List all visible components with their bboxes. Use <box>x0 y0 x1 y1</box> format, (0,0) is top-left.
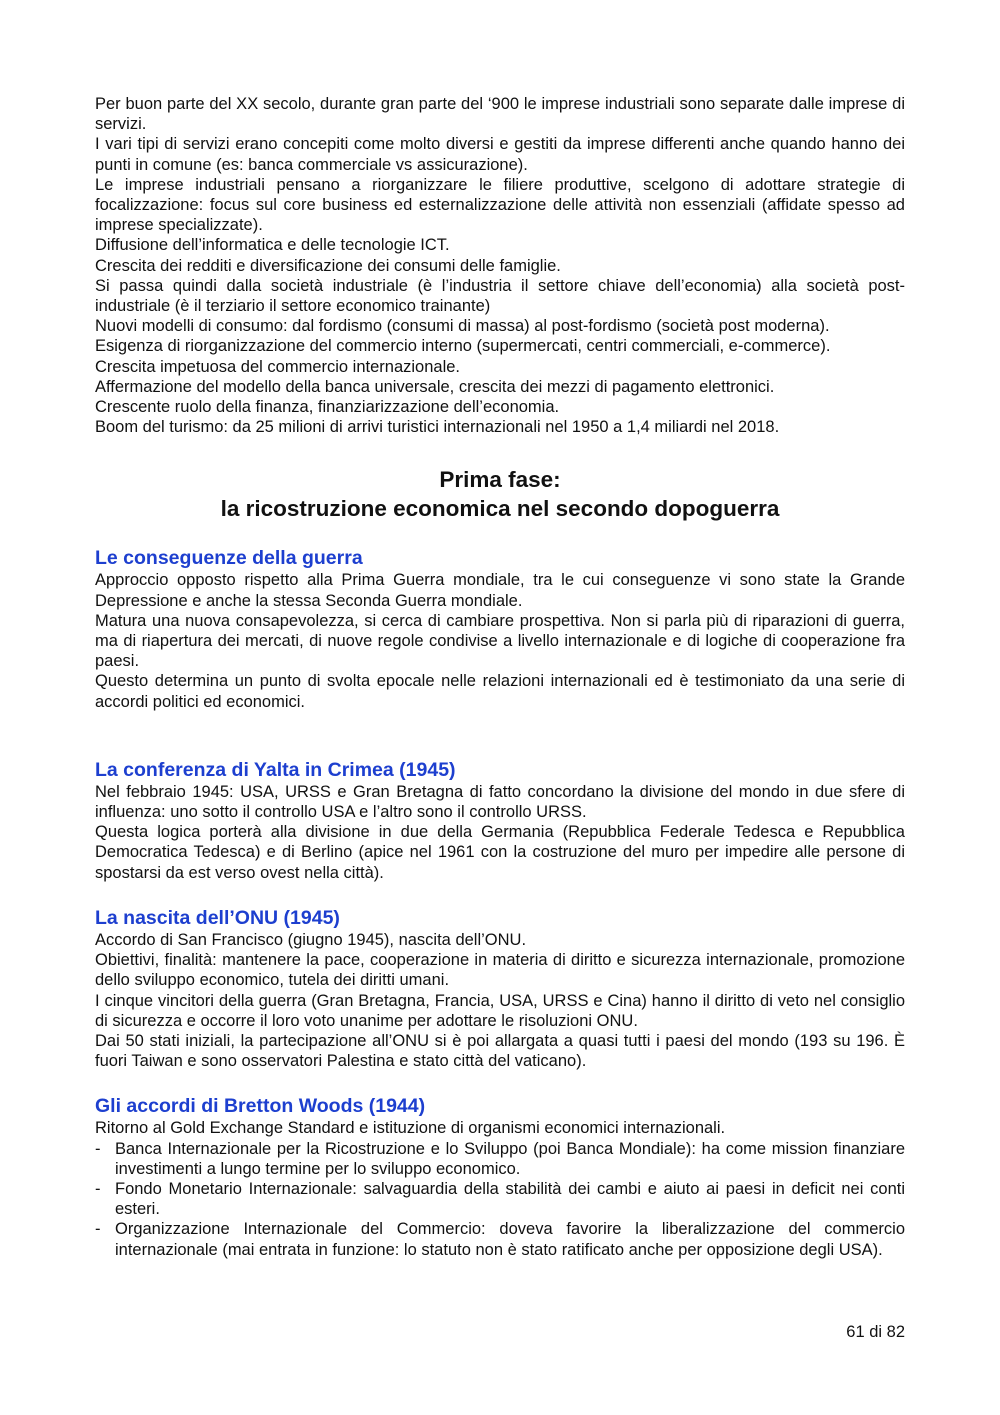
section-title: Le conseguenze della guerra <box>95 547 363 570</box>
list-item <box>95 1219 905 1259</box>
section-bretton-woods <box>95 1094 905 1259</box>
section-title: La nascita dell’ONU (1945) <box>95 906 340 929</box>
list-item-text: Organizzazione Internazionale del Commercio: doveva favorire la liberalizzazione del commercio internazionale (mai entrata in funzione: lo statuto non è stato ratificato anche per opposizione degli USA). <box>115 1220 905 1259</box>
intro-paragraph: Per buon parte del XX secolo, durante gran parte del ‘900 le imprese industriali sono separate dalle imprese di servizi. <box>95 95 905 134</box>
section-paragraph: Dai 50 stati iniziali, la partecipazione all’ONU si è poi allargata a quasi tutti i paesi del mondo (193 su 196. È fuori Taiwan e sono osservatori Palestina e stato città del vaticano). <box>95 1031 905 1071</box>
bullet-dash: - <box>95 1139 101 1158</box>
list-item <box>95 1139 905 1179</box>
list-item <box>95 1179 905 1219</box>
intro-paragraph: Affermazione del modello della banca universale, crescita dei mezzi di pagamento elettronici. <box>95 377 775 396</box>
intro-paragraph: Diffusione dell’informatica e delle tecnologie ICT. <box>95 236 450 255</box>
intro-block <box>95 94 905 437</box>
section-paragraph: I cinque vincitori della guerra (Gran Bretagna, Francia, USA, URSS e Cina) hanno il diritto di veto nel consiglio di sicurezza e occorre il loro voto unanime per adottare le risoluzioni ONU. <box>95 991 905 1030</box>
intro-paragraph: Esigenza di riorganizzazione del commercio interno (supermercati, centri commerciali, e-commerce). <box>95 337 831 356</box>
section-yalta <box>95 758 905 883</box>
section-paragraph: Approccio opposto rispetto alla Prima Guerra mondiale, tra le cui conseguenze vi sono state la Grande Depressione e anche la stessa Seconda Guerra mondiale. <box>95 571 905 610</box>
bullet-dash: - <box>95 1220 101 1239</box>
intro-paragraph: Si passa quindi dalla società industriale (è l’industria il settore chiave dell’economia) alla società post-industriale (è il terziario il settore economico trainante) <box>95 276 905 316</box>
intro-paragraph: Boom del turismo: da 25 milioni di arrivi turistici internazionali nel 1950 a 1,4 miliardi nel 2018. <box>95 418 780 437</box>
bullet-list <box>95 1139 905 1260</box>
section-paragraph: Questo determina un punto di svolta epocale nelle relazioni internazionali ed è testimoniato da una serie di accordi politici ed economici. <box>95 672 905 711</box>
section-paragraph: Obiettivi, finalità: mantenere la pace, cooperazione in materia di diritto e sicurezza internazionale, promozione dello sviluppo economico, tutela dei diritti umani. <box>95 951 905 990</box>
section-title: Gli accordi di Bretton Woods (1944) <box>95 1095 426 1118</box>
section-title: La conferenza di Yalta in Crimea (1945) <box>95 758 456 781</box>
intro-paragraph: Nuovi modelli di consumo: dal fordismo (consumi di massa) al post-fordismo (società post moderna). <box>95 317 830 336</box>
section-paragraph: Matura una nuova consapevolezza, si cerca di cambiare prospettiva. Non si parla più di riparazioni di guerra, ma di riapertura dei mercati, di nuove regole condivise a livello internazionale e di logiche di cooperazione fra paesi. <box>95 611 905 671</box>
intro-paragraph: I vari tipi di servizi erano concepiti come molto diversi e gestiti da imprese differenti anche quando hanno dei punti in comune (es: banca commerciale vs assicurazione). <box>95 135 905 174</box>
section-paragraph: Ritorno al Gold Exchange Standard e istituzione di organismi economici internazionali. <box>95 1119 726 1138</box>
section-paragraph: Nel febbraio 1945: USA, URSS e Gran Bretagna di fatto concordano la divisione del mondo in due sfere di influenza: uno sotto il controllo USA e l’altro sono il controllo URSS. <box>95 782 905 822</box>
chapter-heading-line2: la ricostruzione economica nel secondo dopoguerra <box>220 496 780 522</box>
section-conseguenze <box>95 546 905 711</box>
section-paragraph: Questa logica porterà alla divisione in due della Germania (Repubblica Federale Tedesca e Repubblica Democratica Tedesca) e di Berlino (apice nel 1961 con la costruzione del muro per impedire alle persone di spostarsi da est verso ovest nella città). <box>95 823 905 882</box>
chapter-heading-line1: Prima fase: <box>439 467 561 493</box>
document-page <box>95 94 905 1260</box>
section-paragraph: Accordo di San Francisco (giugno 1945), nascita dell’ONU. <box>95 930 527 949</box>
intro-paragraph: Crescita impetuosa del commercio internazionale. <box>95 357 460 376</box>
list-item-text: Banca Internazionale per la Ricostruzione e lo Sviluppo (poi Banca Mondiale): ha come mission finanziare investimenti a lungo termine per lo sviluppo economico. <box>115 1139 905 1178</box>
intro-paragraph: Crescita dei redditi e diversificazione dei consumi delle famiglie. <box>95 256 561 275</box>
intro-paragraph: Crescente ruolo della finanza, finanziarizzazione dell’economia. <box>95 398 560 417</box>
section-onu <box>95 906 905 1071</box>
list-item-text: Fondo Monetario Internazionale: salvaguardia della stabilità dei cambi e aiuto ai paesi in deficit nei conti esteri. <box>115 1179 905 1219</box>
bullet-dash: - <box>95 1179 101 1198</box>
chapter-heading <box>95 465 905 523</box>
page-number: 61 di 82 <box>846 1323 905 1341</box>
intro-paragraph: Le imprese industriali pensano a riorganizzare le filiere produttive, scelgono di adottare strategie di focalizzazione: focus sul core business ed esternalizzazione delle attività non essenziali (affidate spesso ad imprese specializzate). <box>95 175 905 235</box>
